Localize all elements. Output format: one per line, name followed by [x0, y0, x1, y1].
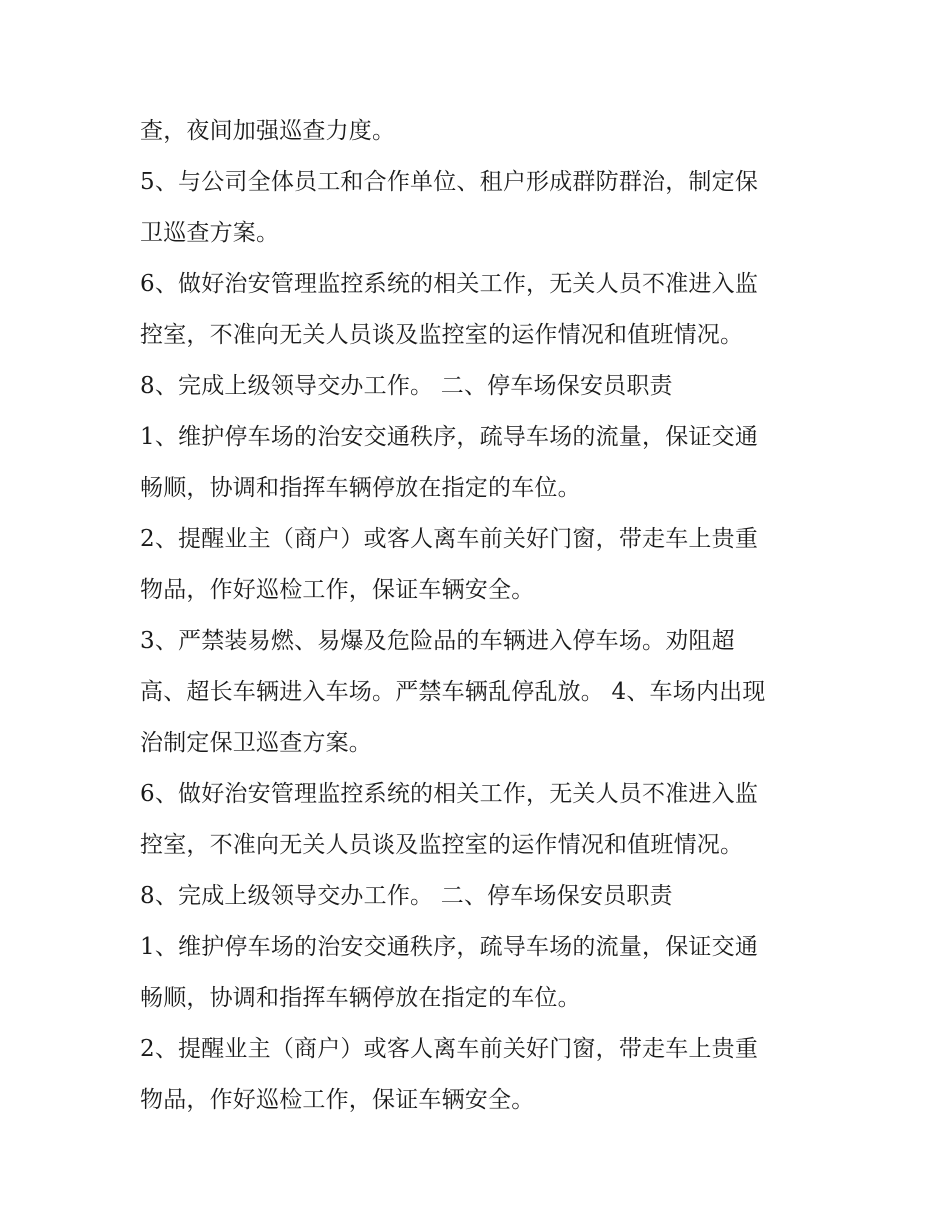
text-line: 5、与公司全体员工和合作单位、租户形成群防群治，制定保 [140, 169, 759, 195]
text-line: 控室，不准向无关人员谈及监控室的运作情况和值班情况。 [140, 832, 744, 858]
text-line: 畅顺，协调和指挥车辆停放在指定的车位。 [140, 475, 581, 501]
text-line: 1、维护停车场的治安交通秩序，疏导车场的流量，保证交通 [140, 424, 759, 450]
text-line: 卫巡查方案。 [140, 220, 280, 246]
text-line: 6、做好治安管理监控系统的相关工作，无关人员不准进入监 [140, 781, 759, 807]
text-line: 物品，作好巡检工作，保证车辆安全。 [140, 1087, 535, 1113]
text-line: 治制定保卫巡查方案。 [140, 730, 372, 756]
text-line: 畅顺，协调和指挥车辆停放在指定的车位。 [140, 985, 581, 1011]
text-line: 1、维护停车场的治安交通秩序，疏导车场的流量，保证交通 [140, 934, 759, 960]
text-line: 2、提醒业主（商户）或客人离车前关好门窗，带走车上贵重 [140, 526, 759, 552]
text-line: 8、完成上级领导交办工作。 二、停车场保安员职责 [140, 373, 673, 399]
text-line: 3、严禁装易燃、易爆及危险品的车辆进入停车场。劝阻超 [140, 628, 735, 654]
text-line: 8、完成上级领导交办工作。 二、停车场保安员职责 [140, 883, 673, 909]
text-line: 高、超长车辆进入车场。严禁车辆乱停乱放。 4、车场内出现 [140, 679, 766, 705]
text-line: 控室，不准向无关人员谈及监控室的运作情况和值班情况。 [140, 322, 744, 348]
text-line: 物品，作好巡检工作，保证车辆安全。 [140, 577, 535, 603]
text-line: 6、做好治安管理监控系统的相关工作，无关人员不准进入监 [140, 271, 759, 297]
text-line: 2、提醒业主（商户）或客人离车前关好门窗，带走车上贵重 [140, 1036, 759, 1062]
text-line: 查，夜间加强巡查力度。 [140, 118, 396, 144]
body-text [140, 106, 820, 1126]
